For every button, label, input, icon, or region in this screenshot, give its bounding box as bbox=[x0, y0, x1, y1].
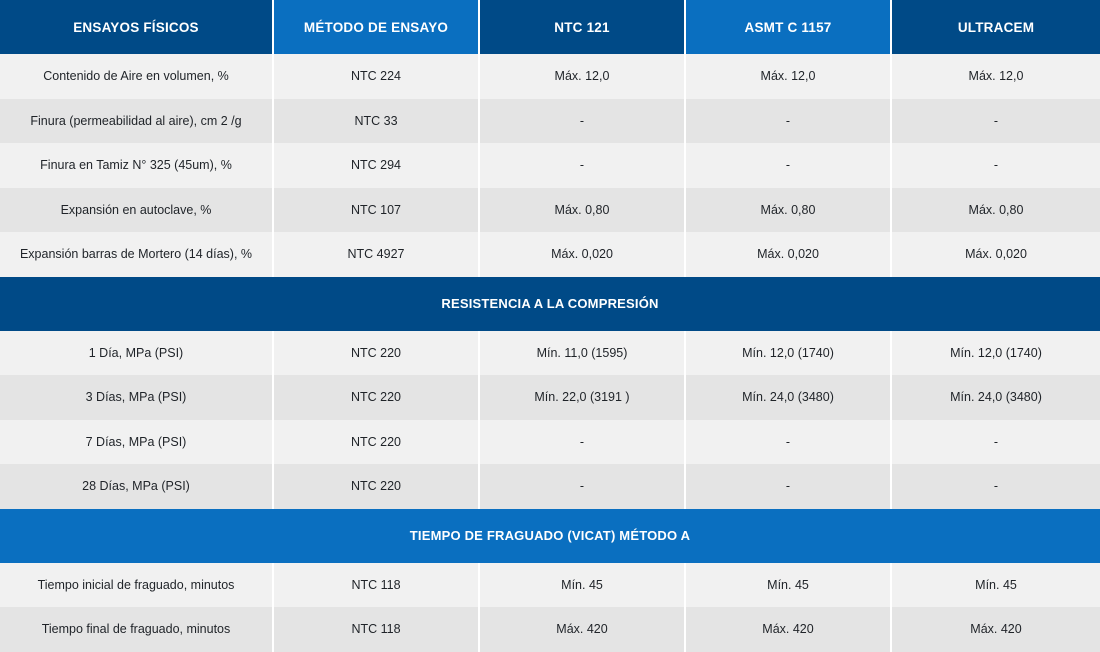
ntc121-cell: - bbox=[480, 99, 686, 144]
test-name: Tiempo final de fraguado, minutos bbox=[0, 607, 274, 652]
astm-cell: Máx. 0,020 bbox=[686, 232, 892, 277]
section-title-compresion: RESISTENCIA A LA COMPRESIÓN bbox=[0, 277, 1100, 331]
ultracem-cell: - bbox=[892, 420, 1100, 465]
ntc121-cell: - bbox=[480, 143, 686, 188]
test-name: 1 Día, MPa (PSI) bbox=[0, 331, 274, 376]
astm-cell: Mín. 24,0 (3480) bbox=[686, 375, 892, 420]
test-name: 3 Días, MPa (PSI) bbox=[0, 375, 274, 420]
method-cell: NTC 118 bbox=[274, 607, 480, 652]
ntc121-cell: Máx. 420 bbox=[480, 607, 686, 652]
astm-cell: - bbox=[686, 99, 892, 144]
method-cell: NTC 33 bbox=[274, 99, 480, 144]
ultracem-cell: Mín. 12,0 (1740) bbox=[892, 331, 1100, 376]
astm-cell: - bbox=[686, 420, 892, 465]
ultracem-cell: - bbox=[892, 99, 1100, 144]
ultracem-cell: - bbox=[892, 143, 1100, 188]
ultracem-cell: Mín. 24,0 (3480) bbox=[892, 375, 1100, 420]
method-cell: NTC 294 bbox=[274, 143, 480, 188]
ntc121-cell: Máx. 0,020 bbox=[480, 232, 686, 277]
ultracem-cell: Máx. 0,80 bbox=[892, 188, 1100, 233]
astm-cell: Máx. 0,80 bbox=[686, 188, 892, 233]
test-name: Expansión barras de Mortero (14 días), % bbox=[0, 232, 274, 277]
ntc121-cell: Máx. 12,0 bbox=[480, 54, 686, 99]
section-title-fraguado: TIEMPO DE FRAGUADO (VICAT) MÉTODO A bbox=[0, 509, 1100, 563]
test-name: 28 Días, MPa (PSI) bbox=[0, 464, 274, 509]
test-name: Contenido de Aire en volumen, % bbox=[0, 54, 274, 99]
ntc121-cell: Mín. 11,0 (1595) bbox=[480, 331, 686, 376]
header-metodo-ensayo: MÉTODO DE ENSAYO bbox=[274, 0, 480, 54]
header-ensayos-fisicos: ENSAYOS FÍSICOS bbox=[0, 0, 274, 54]
method-cell: NTC 220 bbox=[274, 331, 480, 376]
astm-cell: Máx. 12,0 bbox=[686, 54, 892, 99]
astm-cell: - bbox=[686, 143, 892, 188]
method-cell: NTC 107 bbox=[274, 188, 480, 233]
header-ultracem: ULTRACEM bbox=[892, 0, 1100, 54]
test-name: 7 Días, MPa (PSI) bbox=[0, 420, 274, 465]
test-name: Finura (permeabilidad al aire), cm 2 /g bbox=[0, 99, 274, 144]
astm-cell: Máx. 420 bbox=[686, 607, 892, 652]
test-name: Tiempo inicial de fraguado, minutos bbox=[0, 563, 274, 608]
test-name: Expansión en autoclave, % bbox=[0, 188, 274, 233]
ultracem-cell: Máx. 420 bbox=[892, 607, 1100, 652]
astm-cell: - bbox=[686, 464, 892, 509]
method-cell: NTC 220 bbox=[274, 375, 480, 420]
method-cell: NTC 224 bbox=[274, 54, 480, 99]
ultracem-cell: Mín. 45 bbox=[892, 563, 1100, 608]
ntc121-cell: Mín. 45 bbox=[480, 563, 686, 608]
test-name: Finura en Tamiz N° 325 (45um), % bbox=[0, 143, 274, 188]
header-ntc-121: NTC 121 bbox=[480, 0, 686, 54]
method-cell: NTC 118 bbox=[274, 563, 480, 608]
ultracem-cell: - bbox=[892, 464, 1100, 509]
ntc121-cell: - bbox=[480, 464, 686, 509]
ntc121-cell: Máx. 0,80 bbox=[480, 188, 686, 233]
astm-cell: Mín. 45 bbox=[686, 563, 892, 608]
method-cell: NTC 220 bbox=[274, 464, 480, 509]
method-cell: NTC 4927 bbox=[274, 232, 480, 277]
astm-cell: Mín. 12,0 (1740) bbox=[686, 331, 892, 376]
header-asmt-c-1157: ASMT C 1157 bbox=[686, 0, 892, 54]
ultracem-cell: Máx. 0,020 bbox=[892, 232, 1100, 277]
method-cell: NTC 220 bbox=[274, 420, 480, 465]
ntc121-cell: Mín. 22,0 (3191 ) bbox=[480, 375, 686, 420]
ntc121-cell: - bbox=[480, 420, 686, 465]
ultracem-cell: Máx. 12,0 bbox=[892, 54, 1100, 99]
